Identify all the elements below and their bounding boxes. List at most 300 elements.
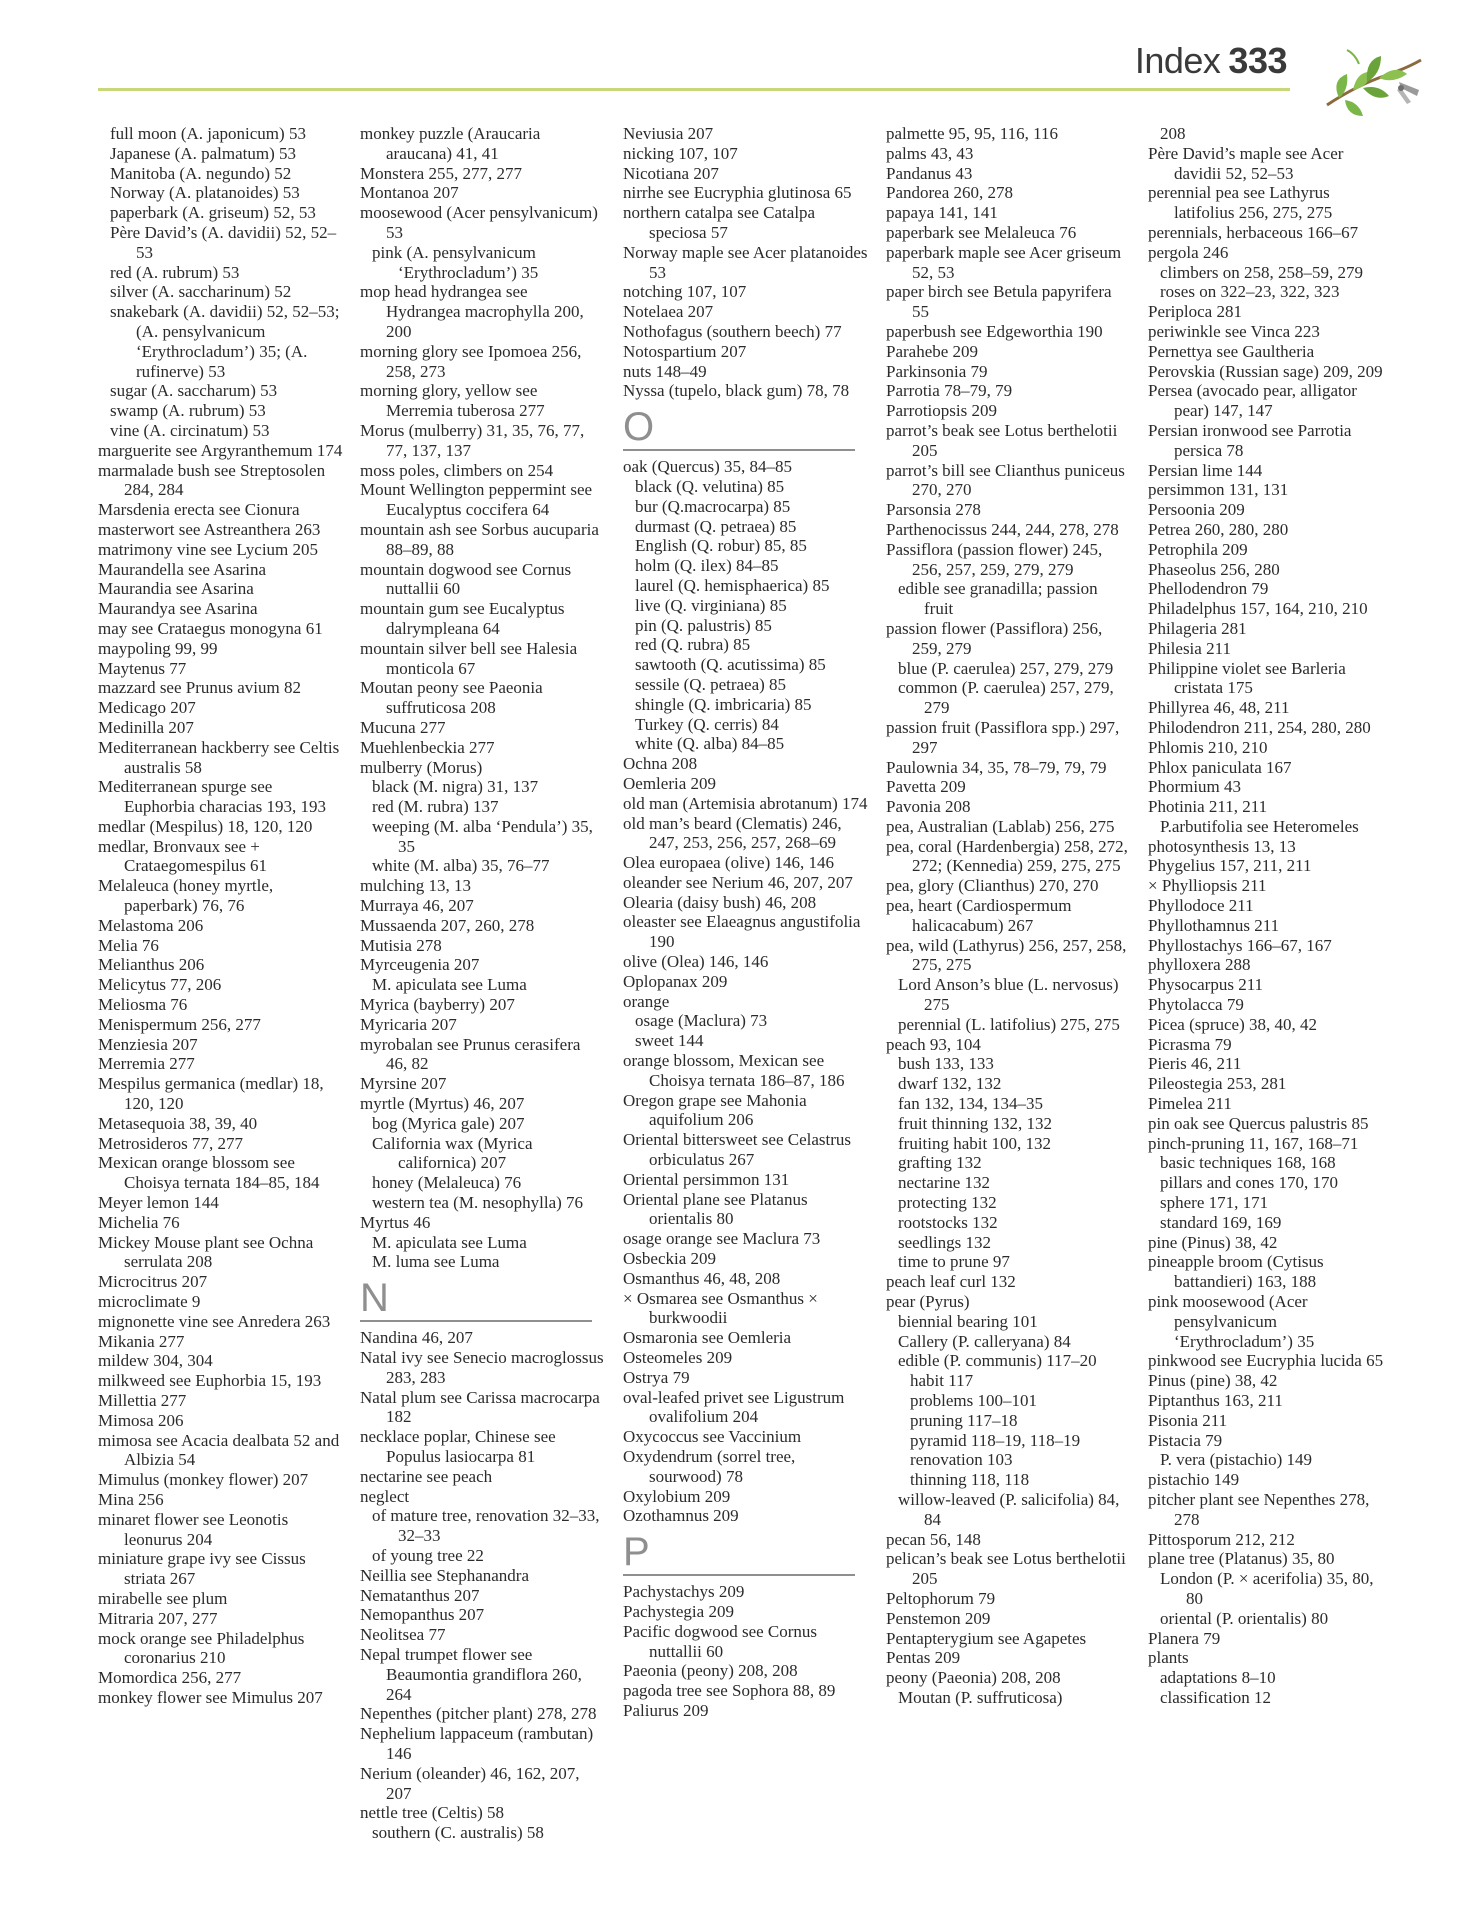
index-entry: myrtle (Myrtus) 46, 207 (360, 1094, 525, 1114)
index-entry: mulberry (Morus) (360, 757, 483, 777)
index-entry: pea, coral (Hardenbergia) 258, 272, 272; (Kennedia) 259, 275, 275 (886, 836, 1128, 876)
index-entry: Meliosma 76 (98, 995, 188, 1015)
index-entry: Michelia 76 (98, 1212, 180, 1232)
index-entry: monkey flower see Mimulus 207 (98, 1687, 323, 1707)
index-subentry: seedlings 132 (898, 1232, 992, 1252)
index-entry: Pittosporum 212, 212 (1148, 1529, 1295, 1549)
index-entry: marmalade bush see Streptosolen 284, 284 (98, 460, 326, 500)
index-subentry: holm (Q. ilex) 84–85 (635, 556, 779, 576)
index-subentry: London (P. × acerifolia) 35, 80, 80 (1160, 1569, 1374, 1608)
index-subentry: pin (Q. palustris) 85 (635, 615, 772, 635)
index-entry: Mimulus (monkey flower) 207 (98, 1470, 309, 1490)
index-entry: pineapple broom (Cytisus battandieri) 163, 188 (1148, 1252, 1324, 1292)
index-entry: pinch-pruning 11, 167, 168–71 (1148, 1133, 1359, 1153)
index-subentry: renovation 103 (910, 1450, 1013, 1470)
index-entry: Phellodendron 79 (1148, 579, 1269, 599)
index-subentry: red (A. rubrum) 53 (110, 262, 240, 282)
index-entry: Mespilus germanica (medlar) 18, 120, 120 (98, 1074, 324, 1114)
index-entry: Pernettya see Gaultheria (1148, 341, 1315, 361)
index-entry: Pimelea 211 (1148, 1094, 1232, 1114)
index-subentry: Callery (P. calleryana) 84 (898, 1331, 1071, 1351)
index-entry: Menispermum 256, 277 (98, 1014, 261, 1034)
index-column-2 (360, 124, 605, 1904)
index-entry: nettle tree (Celtis) 58 (360, 1803, 504, 1823)
index-entry: monkey puzzle (Araucaria araucana) 41, 41 (360, 124, 541, 163)
index-entry: microclimate 9 (98, 1292, 201, 1312)
index-subentry: California wax (Myrica californica) 207 (372, 1133, 533, 1173)
index-entry: mountain dogwood see Cornus nuttallii 60 (360, 559, 572, 599)
index-subentry: oriental (P. orientalis) 80 (1160, 1608, 1329, 1628)
index-entry: moss poles, climbers on 254 (360, 460, 554, 480)
index-entry: osage orange see Maclura 73 (623, 1229, 821, 1249)
index-subentry: common (P. caerulea) 257, 279, 279 (898, 678, 1114, 718)
index-entry: Phyllostachys 166–67, 167 (1148, 935, 1332, 955)
index-entry: pin oak see Quercus palustris 85 (1148, 1113, 1369, 1133)
index-entry: Marsdenia erecta see Cionura (98, 500, 300, 520)
index-entry: oak (Quercus) 35, 84–85 (623, 457, 793, 477)
index-entry: Oxydendrum (sorrel tree, sourwood) 78 (623, 1447, 796, 1486)
index-subentry: Manitoba (A. negundo) 52 (110, 163, 292, 183)
index-entry: Philodendron 211, 254, 280, 280 (1148, 717, 1371, 737)
page-number: 333 (1228, 40, 1287, 81)
index-entry: orange blossom, Mexican see Choisya ternata 186–87, 186 (623, 1051, 845, 1090)
index-subentry: pink (A. pensylvanicum ‘Erythrocladum’) 35 (372, 242, 539, 282)
index-entry: Persoonia 209 (1148, 500, 1245, 520)
index-entry: Osbeckia 209 (623, 1249, 717, 1269)
index-column-1 (98, 124, 343, 1904)
index-entry: Moutan peony see Paeonia suffruticosa 208 (360, 678, 543, 718)
index-entry: Pavonia 208 (886, 797, 971, 817)
index-entry: plane tree (Platanus) 35, 80 (1148, 1549, 1335, 1569)
index-entry: Osmanthus 46, 48, 208 (623, 1268, 781, 1288)
index-entry: Mitraria 207, 277 (98, 1608, 218, 1628)
index-entry: papaya 141, 141 (886, 203, 998, 223)
index-entry: peony (Paeonia) 208, 208 (886, 1668, 1061, 1688)
index-entry: nuts 148–49 (623, 361, 707, 381)
index-entry: Norway maple see Acer platanoides 53 (623, 242, 868, 282)
index-entry: Pachystachys 209 (623, 1582, 745, 1602)
index-entry: Neolitsea 77 (360, 1625, 446, 1645)
index-entry: miniature grape ivy see Cissus striata 267 (98, 1549, 306, 1589)
index-subentry: bush 133, 133 (898, 1054, 994, 1074)
index-entry: pea, wild (Lathyrus) 256, 257, 258, 275, 275 (886, 935, 1127, 975)
index-subentry: white (Q. alba) 84–85 (635, 734, 785, 754)
index-entry: Olearia (daisy bush) 46, 208 (623, 892, 817, 912)
index-entry: palmette 95, 95, 116, 116 (886, 124, 1059, 143)
index-entry: Ozothamnus 209 (623, 1506, 739, 1526)
index-subentry: protecting 132 (898, 1193, 997, 1213)
index-entry: Myrtus 46 (360, 1212, 431, 1232)
leaf-sprig-with-pruners-icon (1317, 30, 1427, 130)
page-header (0, 0, 1467, 140)
index-entry: Myrica (bayberry) 207 (360, 995, 515, 1015)
index-entry: Phytolacca 79 (1148, 995, 1244, 1015)
index-entry: Pandorea 260, 278 (886, 183, 1014, 203)
index-entry: Myricaria 207 (360, 1014, 457, 1034)
index-entry: perennials, herbaceous 166–67 (1148, 222, 1359, 242)
index-entry: persimmon 131, 131 (1148, 480, 1289, 500)
index-subentry: bog (Myrica gale) 207 (372, 1113, 525, 1133)
index-entry: Mutisia 278 (360, 935, 442, 955)
index-entry: Osmaronia see Oemleria (623, 1328, 792, 1348)
index-entry: Natal ivy see Senecio macroglossus 283, 283 (360, 1348, 604, 1387)
index-entry: pine (Pinus) 38, 42 (1148, 1232, 1278, 1252)
index-entry: Mickey Mouse plant see Ochna serrulata 208 (98, 1232, 314, 1272)
index-entry: passion fruit (Passiflora spp.) 297, 297 (886, 717, 1120, 757)
index-entry: Photinia 211, 211 (1148, 797, 1268, 817)
index-entry: Oriental persimmon 131 (623, 1169, 790, 1189)
section-letter: P (623, 1532, 855, 1576)
index-entry: Nephelium lappaceum (rambutan) 146 (360, 1724, 594, 1763)
index-column-5 (1148, 124, 1393, 1904)
index-entry: Melicytus 77, 206 (98, 975, 222, 995)
index-entry: Pieris 46, 211 (1148, 1054, 1242, 1074)
index-subentry: swamp (A. rubrum) 53 (110, 401, 266, 421)
index-entry: pergola 246 (1148, 242, 1229, 262)
index-subentry: Norway (A. platanoides) 53 (110, 183, 300, 203)
index-entry: Ochna 208 (623, 754, 698, 774)
index-subentry: Moutan (P. suffruticosa) (898, 1687, 1063, 1707)
index-entry: paper birch see Betula papyrifera 55 (886, 282, 1112, 322)
index-entry: Natal plum see Carissa macrocarpa 182 (360, 1387, 600, 1427)
index-entry: Phygelius 157, 211, 211 (1148, 856, 1312, 876)
index-entry: Oriental plane see Platanus orientalis 80 (623, 1189, 808, 1229)
index-subentry: Lord Anson’s blue (L. nervosus) 275 (898, 975, 1119, 1015)
index-entry: mazzard see Prunus avium 82 (98, 678, 301, 698)
index-entry: Murraya 46, 207 (360, 896, 474, 916)
index-entry: marguerite see Argyranthemum 174 (98, 440, 343, 460)
index-entry: Meyer lemon 144 (98, 1193, 219, 1213)
index-subentry: Père David’s (A. davidii) 52, 52–53 (110, 222, 337, 262)
index-entry: medlar, Bronvaux see + Crataegomespilus 61 (98, 836, 268, 876)
index-entry: matrimony vine see Lycium 205 (98, 539, 319, 559)
index-subentry: silver (A. saccharinum) 52 (110, 282, 292, 302)
index-subentry: thinning 118, 118 (910, 1470, 1030, 1490)
index-entry: Periploca 281 (1148, 302, 1242, 322)
index-entry: Picrasma 79 (1148, 1034, 1232, 1054)
index-entry: Merremia 277 (98, 1054, 195, 1074)
page-title (1135, 40, 1287, 82)
index-entry: mirabelle see plum (98, 1588, 228, 1608)
index-entry: Picea (spruce) 38, 40, 42 (1148, 1014, 1318, 1034)
index-entry: Oriental bittersweet see Celastrus orbiculatus 267 (623, 1130, 852, 1170)
index-entry: periwinkle see Vinca 223 (1148, 321, 1320, 341)
index-entry: Myrsine 207 (360, 1074, 447, 1094)
index-entry: Oxycoccus see Vaccinium (623, 1427, 802, 1447)
index-entry: Mussaenda 207, 260, 278 (360, 915, 535, 935)
index-entry: Maurandella see Asarina (98, 559, 267, 579)
index-entry: Passiflora (passion flower) 245, 256, 257, 259, 279, 279 (886, 539, 1103, 579)
index-subentry: classification 12 (1160, 1687, 1271, 1707)
index-subentry: willow-leaved (P. salicifolia) 84, 84 (898, 1489, 1120, 1529)
index-entry: Physocarpus 211 (1148, 975, 1264, 995)
index-subentry: snakebark (A. davidii) 52, 52–53; (A. pensylvanicum ‘Erythrocladum’) 35; (A. rufinerve) 53 (110, 302, 340, 381)
index-entry: neglect (360, 1486, 410, 1506)
index-subentry: nectarine 132 (898, 1173, 991, 1193)
index-entry: Nepal trumpet flower see Beaumontia grandiflora 260, 264 (360, 1644, 582, 1704)
index-entry: Mimosa 206 (98, 1410, 184, 1430)
index-entry: plants (1148, 1648, 1189, 1668)
index-entry: mountain ash see Sorbus aucuparia 88–89, 88 (360, 519, 599, 559)
index-entry: Mexican orange blossom see Choisya ternata 184–85, 184 (98, 1153, 320, 1193)
index-entry: oval-leafed privet see Ligustrum ovalifolium 204 (623, 1387, 845, 1427)
index-subentry: white (M. alba) 35, 76–77 (372, 856, 550, 876)
index-entry: paperbark maple see Acer griseum 52, 53 (886, 242, 1122, 282)
index-subentry: osage (Maclura) 73 (635, 1011, 768, 1031)
index-entry: Parrotiopsis 209 (886, 401, 997, 421)
index-entry: mountain gum see Eucalyptus dalrympleana 64 (360, 599, 565, 638)
index-subentry: basic techniques 168, 168 (1160, 1153, 1336, 1173)
index-entry: Parahebe 209 (886, 341, 979, 361)
index-entry: pitcher plant see Nepenthes 278, 278 (1148, 1489, 1370, 1529)
index-entry: Nothofagus (southern beech) 77 (623, 321, 842, 341)
index-entry: Osteomeles 209 (623, 1348, 733, 1368)
index-entry: Persian ironwood see Parrotia persica 78 (1148, 420, 1352, 460)
index-subentry: weeping (M. alba ‘Pendula’) 35, 35 (372, 816, 593, 856)
index-entry: Phyllodoce 211 (1148, 896, 1254, 916)
index-entry: pistachio 149 (1148, 1470, 1240, 1490)
index-entry: mock orange see Philadelphus coronarius 210 (98, 1628, 305, 1668)
index-subentry: habit 117 (910, 1371, 974, 1391)
index-entry: photosynthesis 13, 13 (1148, 836, 1296, 856)
index-entry: mop head hydrangea see Hydrangea macrophylla 200, 200 (360, 282, 584, 341)
index-entry: Parsonsia 278 (886, 500, 981, 520)
index-entry: paperbark see Melaleuca 76 (886, 222, 1077, 242)
index-entry: mountain silver bell see Halesia monticola 67 (360, 638, 578, 678)
index-entry: Parthenocissus 244, 244, 278, 278 (886, 519, 1119, 539)
index-subentry: fan 132, 134, 134–35 (898, 1094, 1043, 1114)
index-entry: Mount Wellington peppermint see Eucalyptus coccifera 64 (360, 480, 593, 520)
index-entry: Paliurus 209 (623, 1700, 709, 1720)
index-subentry: English (Q. robur) 85, 85 (635, 536, 807, 556)
index-entry: phylloxera 288 (1148, 955, 1251, 975)
index-columns (98, 124, 1418, 1904)
index-entry: × Phylliopsis 211 (1148, 876, 1267, 896)
index-entry: Millettia 277 (98, 1391, 187, 1410)
index-entry: Morus (mulberry) 31, 35, 76, 77, 77, 137, 137 (360, 420, 585, 460)
index-entry: Pandanus 43 (886, 163, 973, 183)
index-entry: Petrea 260, 280, 280 (1148, 519, 1289, 539)
index-entry: Planera 79 (1148, 1628, 1221, 1648)
index-entry: northern catalpa see Catalpa speciosa 57 (623, 203, 816, 242)
index-subentry: edible (P. communis) 117–20 (898, 1351, 1097, 1371)
index-subentry: grafting 132 (898, 1153, 982, 1173)
index-entry: Philippine violet see Barleria cristata 175 (1148, 658, 1346, 698)
index-entry: nectarine see peach (360, 1466, 493, 1486)
index-entry: Phormium 43 (1148, 777, 1242, 797)
index-entry: Penstemon 209 (886, 1608, 991, 1628)
index-entry: medlar (Mespilus) 18, 120, 120 (98, 816, 313, 836)
index-entry: mulching 13, 13 (360, 876, 471, 896)
index-subentry: perennial (L. latifolius) 275, 275 (898, 1014, 1120, 1034)
index-subentry: pillars and cones 170, 170 (1160, 1173, 1338, 1193)
index-entry: moosewood (Acer pensylvanicum) 53 (360, 203, 598, 242)
index-subentry: full moon (A. japonicum) 53 (110, 124, 306, 143)
index-entry: Perovskia (Russian sage) 209, 209 (1148, 361, 1383, 381)
index-subentry: roses on 322–23, 322, 323 (1160, 282, 1340, 302)
index-subentry: pyramid 118–19, 118–19 (910, 1430, 1081, 1450)
index-entry: Piptanthus 163, 211 (1148, 1391, 1283, 1410)
index-subentry: M. apiculata see Luma (372, 1232, 527, 1252)
index-entry: Pachystegia 209 (623, 1601, 734, 1621)
index-subentry: vine (A. circinatum) 53 (110, 420, 270, 440)
index-entry: Persea (avocado pear, alligator pear) 147, 147 (1148, 381, 1357, 421)
index-entry: Pacific dogwood see Cornus nuttallii 60 (623, 1621, 818, 1661)
index-entry: pelican’s beak see Lotus berthelotii 205 (886, 1549, 1126, 1589)
index-entry: Phaseolus 256, 280 (1148, 559, 1280, 579)
index-subentry: red (M. rubra) 137 (372, 797, 499, 817)
index-entry: Nyssa (tupelo, black gum) 78, 78 (623, 381, 850, 401)
index-entry: maypoling 99, 99 (98, 638, 218, 658)
index-entry: Mediterranean hackberry see Celtis australis 58 (98, 737, 340, 777)
index-entry: Paulownia 34, 35, 78–79, 79, 79 (886, 757, 1107, 777)
index-entry: pink moosewood (Acer pensylvanicum ‘Erythrocladum’) 35 (1148, 1292, 1315, 1351)
index-entry: pear (Pyrus) (886, 1292, 970, 1312)
index-subentry: black (M. nigra) 31, 137 (372, 777, 539, 797)
index-subentry: sawtooth (Q. acutissima) 85 (635, 655, 826, 675)
index-subentry: red (Q. rubra) 85 (635, 635, 751, 655)
index-entry: Monstera 255, 277, 277 (360, 163, 522, 183)
index-entry: Phyllothamnus 211 (1148, 915, 1280, 935)
index-entry: nicking 107, 107 (623, 143, 738, 163)
index-entry: Mina 256 (98, 1489, 164, 1509)
index-entry: passion flower (Passiflora) 256, 259, 279 (886, 618, 1103, 658)
index-entry: Persian lime 144 (1148, 460, 1263, 480)
index-subentry: Japanese (A. palmatum) 53 (110, 143, 296, 163)
index-subentry: problems 100–101 (910, 1391, 1038, 1410)
index-entry: Olea europaea (olive) 146, 146 (623, 853, 834, 873)
index-subentry: Turkey (Q. cerris) 84 (635, 714, 779, 734)
index-subentry: southern (C. australis) 58 (372, 1823, 544, 1843)
index-entry: mignonette vine see Anredera 263 (98, 1311, 331, 1331)
index-entry: morning glory, yellow see Merremia tuberosa 277 (360, 381, 545, 421)
index-entry: old man (Artemisia abrotanum) 174 (623, 793, 868, 813)
index-entry: may see Crataegus monogyna 61 (98, 618, 323, 638)
index-subentry: live (Q. virginiana) 85 (635, 595, 787, 615)
section-letter: N (360, 1278, 592, 1322)
index-entry: Montanoa 207 (360, 183, 459, 203)
index-entry: Oplopanax 209 (623, 971, 728, 991)
index-subentry: sessile (Q. petraea) 85 (635, 674, 787, 694)
index-entry: Pavetta 209 (886, 777, 966, 797)
index-entry: Metasequoia 38, 39, 40 (98, 1113, 258, 1133)
index-entry: Maytenus 77 (98, 658, 187, 678)
index-entry: pea, glory (Clianthus) 270, 270 (886, 876, 1099, 896)
index-entry: olive (Olea) 146, 146 (623, 952, 769, 972)
index-entry: pagoda tree see Sophora 88, 89 (623, 1681, 836, 1701)
index-entry: masterwort see Astreanthera 263 (98, 519, 321, 539)
index-entry: pinkwood see Eucryphia lucida 65 (1148, 1351, 1384, 1371)
index-subentry: adaptations 8–10 (1160, 1668, 1276, 1688)
index-entry: Notospartium 207 (623, 341, 747, 361)
index-entry: Metrosideros 77, 277 (98, 1133, 243, 1153)
index-entry: mildew 304, 304 (98, 1351, 213, 1371)
index-entry: Mikania 277 (98, 1331, 185, 1351)
index-subentry: western tea (M. nesophylla) 76 (372, 1193, 584, 1213)
index-subentry: honey (Melaleuca) 76 (372, 1173, 522, 1193)
index-subentry: paperbark (A. griseum) 52, 53 (110, 203, 316, 223)
index-subentry: 208 (1160, 124, 1186, 143)
index-entry: Menziesia 207 (98, 1034, 198, 1054)
index-entry: mimosa see Acacia dealbata 52 and Albizia 54 (98, 1430, 340, 1470)
index-entry: parrot’s beak see Lotus berthelotii 205 (886, 420, 1118, 460)
index-entry: Ostrya 79 (623, 1367, 690, 1387)
index-entry: Pentapterygium see Agapetes (886, 1628, 1087, 1648)
index-entry: Oregon grape see Mahonia aquifolium 206 (623, 1090, 807, 1130)
index-entry: Phlomis 210, 210 (1148, 737, 1268, 757)
index-subentry: black (Q. velutina) 85 (635, 476, 785, 496)
index-entry: Melia 76 (98, 935, 159, 955)
header-rule (98, 88, 1290, 91)
index-entry: Myrceugenia 207 (360, 955, 480, 975)
index-entry: Parrotia 78–79, 79 (886, 381, 1013, 401)
index-entry: Phlox paniculata 167 (1148, 757, 1292, 777)
index-entry: Pentas 209 (886, 1648, 961, 1668)
index-entry: orange (623, 991, 670, 1011)
index-entry: peach 93, 104 (886, 1034, 981, 1054)
index-entry: Notelaea 207 (623, 302, 714, 322)
index-subentry: of young tree 22 (372, 1545, 484, 1565)
index-entry: palms 43, 43 (886, 143, 974, 163)
index-entry: Mediterranean spurge see Euphorbia characias 193, 193 (98, 777, 327, 817)
index-subentry: dwarf 132, 132 (898, 1074, 1002, 1094)
index-entry: Nemopanthus 207 (360, 1605, 485, 1625)
index-subentry: fruiting habit 100, 132 (898, 1133, 1051, 1153)
index-entry: Melastoma 206 (98, 915, 204, 935)
index-subentry: sphere 171, 171 (1160, 1193, 1269, 1213)
index-subentry: M. luma see Luma (372, 1252, 500, 1272)
index-entry: Neviusia 207 (623, 124, 714, 143)
index-entry: oleaster see Elaeagnus angustifolia 190 (623, 912, 861, 952)
index-subentry: P.arbutifolia see Heteromeles (1160, 816, 1359, 836)
index-subentry: blue (P. caerulea) 257, 279, 279 (898, 658, 1114, 678)
index-entry: old man’s beard (Clematis) 246, 247, 253, 256, 257, 268–69 (623, 813, 842, 853)
index-entry: peach leaf curl 132 (886, 1272, 1016, 1292)
index-entry: Nandina 46, 207 (360, 1328, 473, 1348)
index-entry: Melaleuca (honey myrtle, paperbark) 76, 76 (98, 876, 274, 916)
index-entry: myrobalan see Prunus cerasifera 46, 82 (360, 1034, 581, 1074)
index-subentry: climbers on 258, 258–59, 279 (1160, 262, 1364, 282)
index-entry: Pileostegia 253, 281 (1148, 1074, 1287, 1094)
index-entry: oleander see Nerium 46, 207, 207 (623, 872, 853, 892)
index-subentry: pruning 117–18 (910, 1410, 1018, 1430)
index-subentry: laurel (Q. hemisphaerica) 85 (635, 575, 830, 595)
index-subentry: sweet 144 (635, 1031, 704, 1051)
index-entry: Muehlenbeckia 277 (360, 737, 495, 757)
index-entry: Nerium (oleander) 46, 162, 207, 207 (360, 1763, 580, 1803)
index-entry: Oemleria 209 (623, 773, 716, 793)
index-subentry: rootstocks 132 (898, 1212, 998, 1232)
index-entry: Parkinsonia 79 (886, 361, 988, 381)
index-entry: Microcitrus 207 (98, 1272, 208, 1292)
index-entry: Pistacia 79 (1148, 1430, 1223, 1450)
index-entry: Nicotiana 207 (623, 163, 719, 183)
index-entry: Neillia see Stephanandra (360, 1565, 529, 1585)
index-entry: Medinilla 207 (98, 717, 194, 737)
index-entry: Pisonia 211 (1148, 1410, 1228, 1430)
index-entry: Medicago 207 (98, 698, 196, 718)
index-entry: morning glory see Ipomoea 256, 258, 273 (360, 341, 582, 381)
index-entry: Paeonia (peony) 208, 208 (623, 1661, 798, 1681)
index-subentry: fruit thinning 132, 132 (898, 1113, 1052, 1133)
index-entry: Nepenthes (pitcher plant) 278, 278 (360, 1704, 597, 1724)
index-subentry: durmast (Q. petraea) 85 (635, 516, 797, 536)
index-label: Index (1134, 40, 1221, 81)
index-entry: Pinus (pine) 38, 42 (1148, 1371, 1278, 1391)
index-entry: necklace poplar, Chinese see Populus lasiocarpa 81 (360, 1427, 556, 1466)
index-entry: milkweed see Euphorbia 15, 193 (98, 1371, 322, 1391)
index-subentry: biennial bearing 101 (898, 1311, 1038, 1331)
